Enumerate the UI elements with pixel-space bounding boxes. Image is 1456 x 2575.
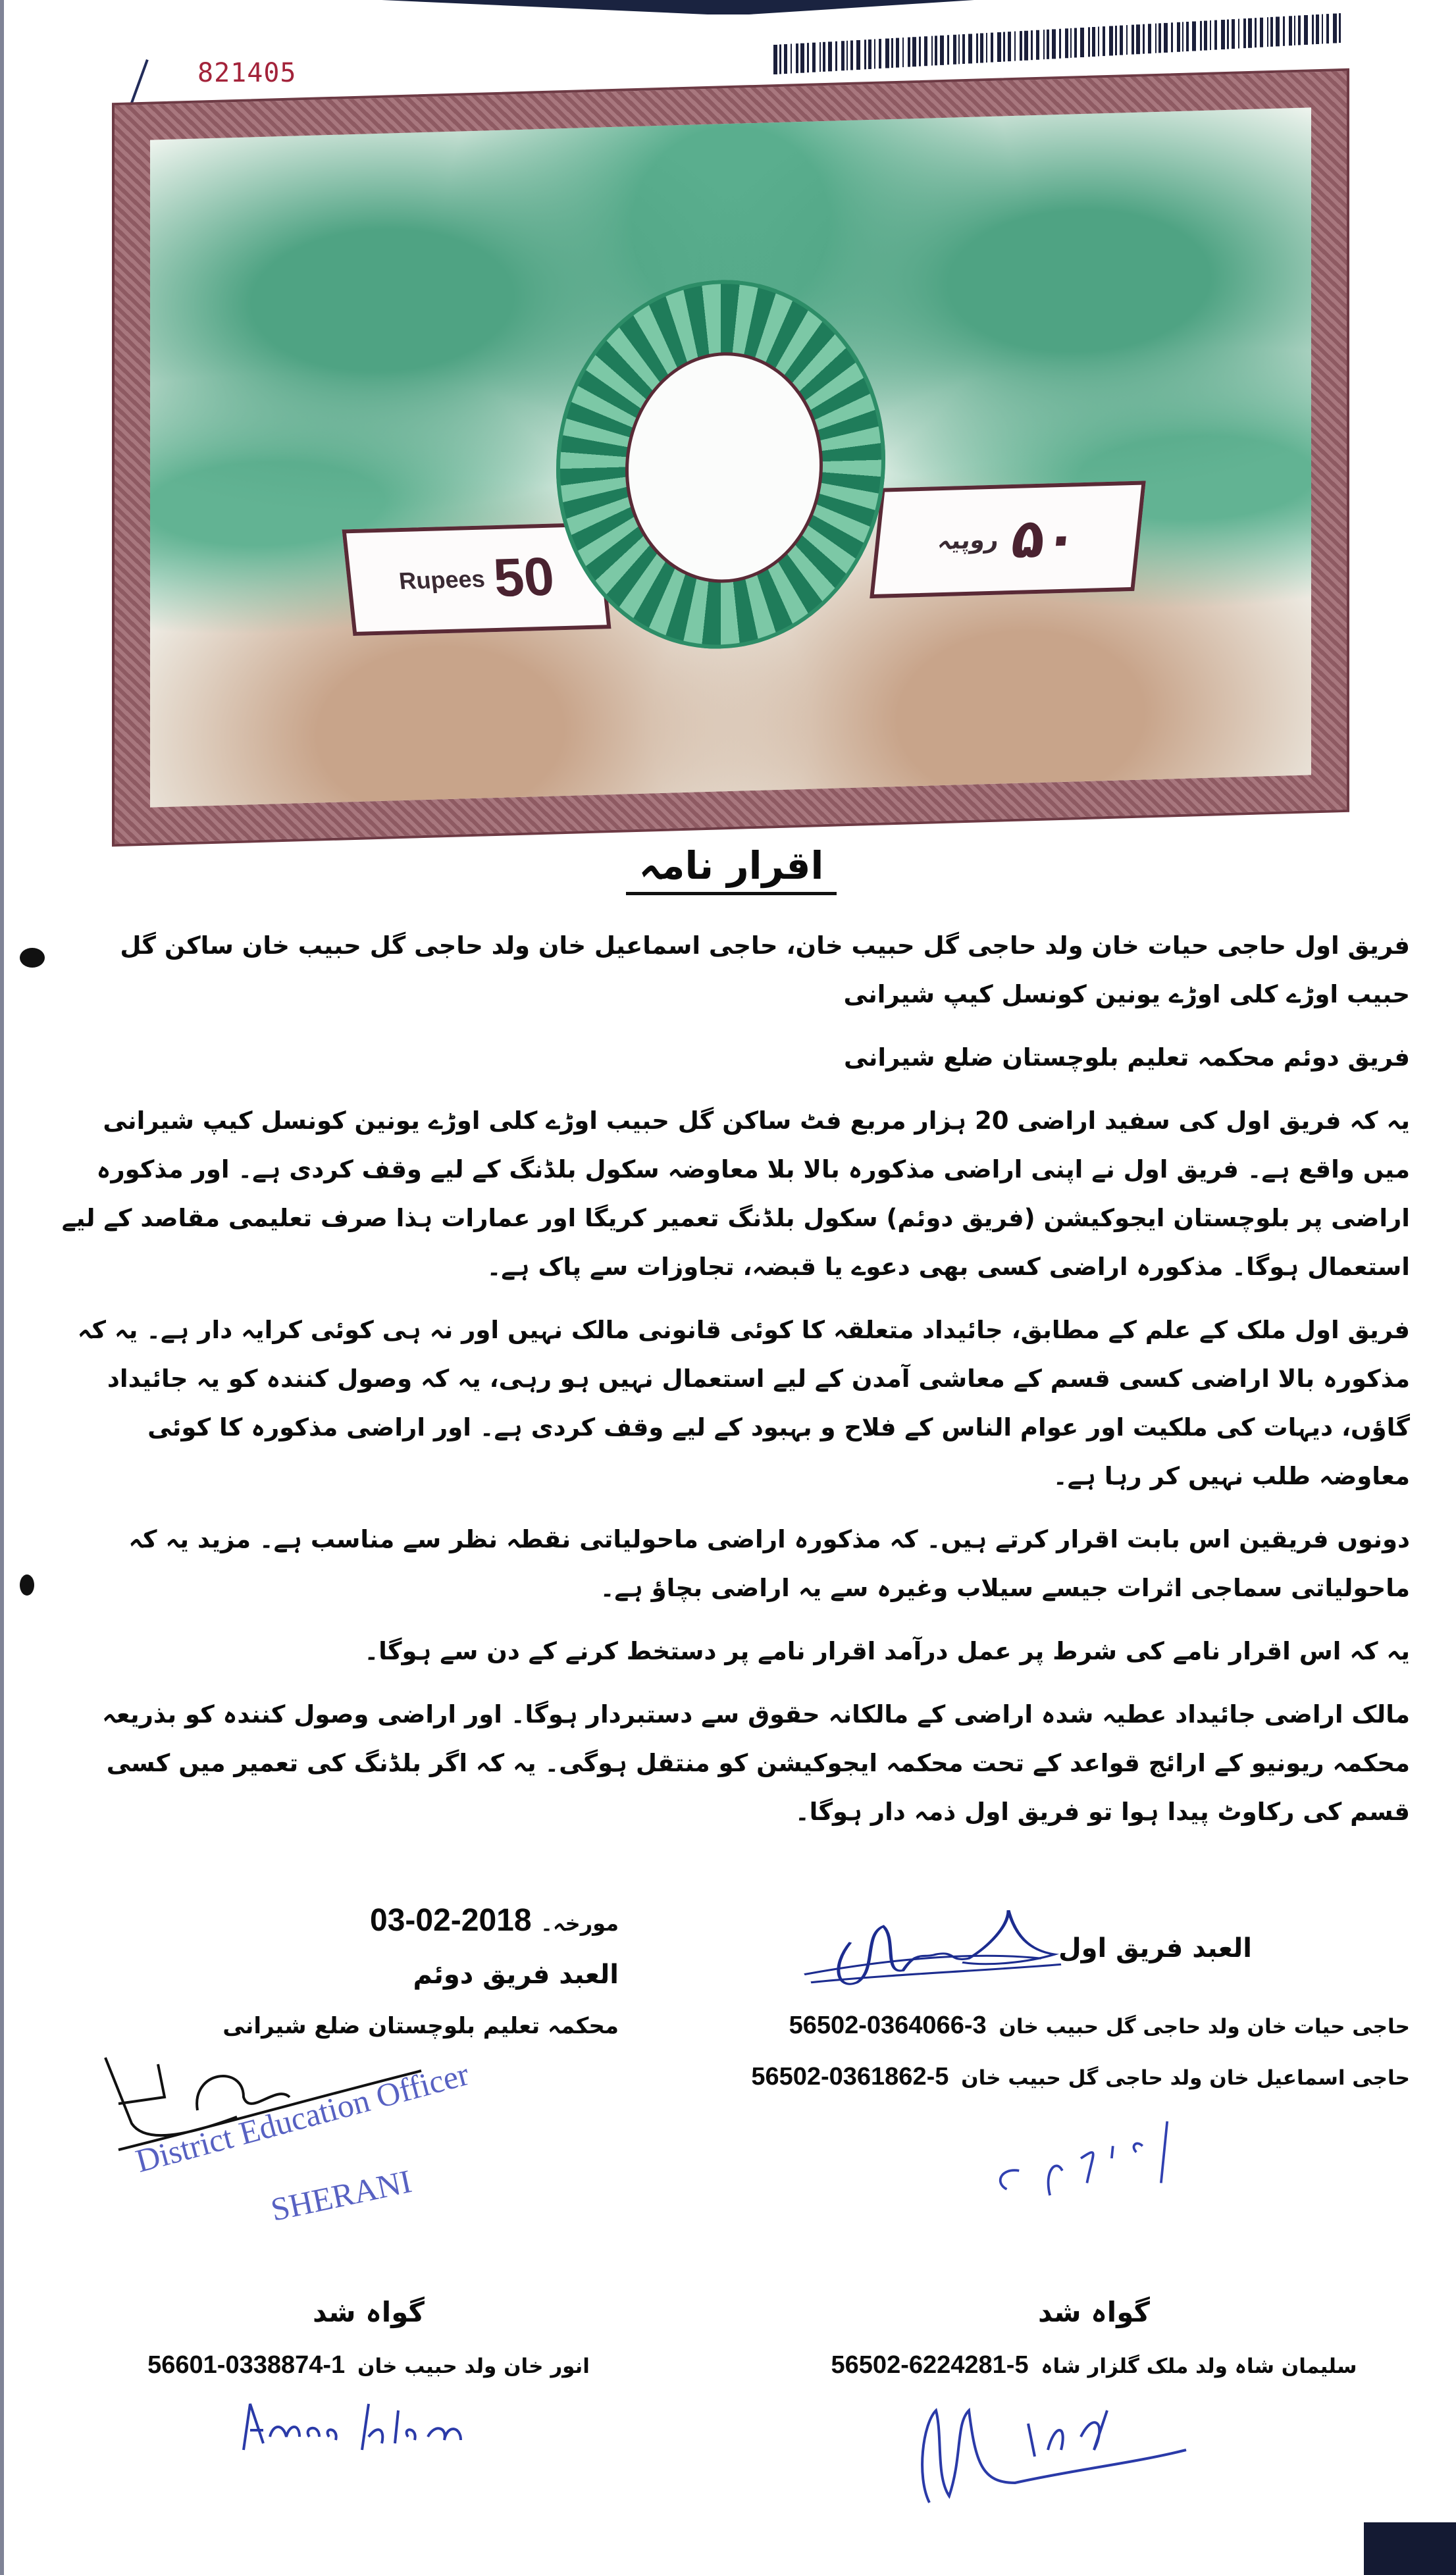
barcode-bar — [807, 43, 809, 72]
stamp-serial-number: 821405 — [197, 58, 297, 88]
barcode-bar — [896, 38, 899, 68]
barcode-bar — [1316, 14, 1319, 44]
witness-1-signature — [910, 2397, 1219, 2509]
barcode-bar — [1014, 32, 1016, 61]
barcode-bar — [1158, 23, 1161, 53]
date-value: 03-02-2018 — [370, 1903, 532, 1938]
barcode-bar — [1131, 25, 1134, 55]
barcode-bar — [1088, 27, 1090, 57]
barcode-bar — [1298, 16, 1301, 45]
clause-paragraph: یہ کہ فریق اول کی سفید اراضی 20 ہزار مربع فٹ ساکن گل حبیب اوڑے کلی اوڑے یونین کونسل کیپ شیرانی میں واقع ہے۔ فریق اول نے اپنی اراضی مذکورہ بالا بلا معاوضہ سکول بلڈنگ کے لیے وقف کردی ہے۔ اور مذکورہ اراضی پر بلوچستان ایجوکیشن (فریق دوئم) سکول بلڈنگ تعمیر کریگا اور عمارات ہذا صرف تعلیمی مقاصد کے لیے استعمال ہوگا۔ مذکورہ اراضی کسی بھی دعوے یا قبضہ، تجاوزات سے پاک ہے۔ — [61, 1106, 1410, 1281]
barcode-bar — [779, 44, 781, 74]
barcode-bar — [1136, 24, 1140, 54]
barcode-bar — [997, 32, 1001, 62]
punch-hole — [20, 1574, 34, 1596]
second-party-heading: العبد فریق دوئم — [413, 1960, 619, 1990]
barcode-bar — [856, 40, 860, 70]
barcode-bar — [1120, 26, 1123, 55]
barcode-bar — [1294, 16, 1295, 45]
barcode-bar — [1164, 23, 1168, 53]
barcode-bar — [940, 36, 944, 65]
barcode-bar — [968, 34, 972, 63]
witness-name: سلیمان شاہ ولد ملک گلزار شاہ — [1041, 2354, 1357, 2378]
barcode-bar — [819, 42, 821, 72]
rupees-number: 50 — [490, 546, 558, 608]
person-cnic: 56502-0361862-5 — [751, 2063, 949, 2091]
barcode-bar — [1322, 14, 1323, 44]
barcode-bar — [1333, 14, 1337, 43]
barcode-bar — [1186, 22, 1189, 51]
witness-2-signature-row — [53, 2397, 685, 2476]
barcode-bar — [1003, 32, 1005, 62]
witness-area — [53, 2291, 1410, 2509]
barcode-bar — [1092, 27, 1095, 57]
barcode-bar — [841, 41, 845, 70]
barcode-bar — [935, 36, 937, 65]
barcode-bar — [1177, 22, 1180, 52]
barcode-bar — [1326, 14, 1329, 43]
rupees-urdu-word: روپیہ — [936, 526, 1001, 556]
first-party-head-row — [712, 1902, 1410, 1994]
barcode-bar — [1312, 14, 1314, 44]
barcode-bar — [796, 43, 798, 73]
barcode-bar — [1276, 16, 1280, 46]
barcode-bar — [1260, 18, 1263, 47]
witness-heading: گواہ شد — [313, 2296, 425, 2328]
barcode-bar — [1238, 19, 1239, 49]
barcode-bar — [953, 35, 956, 65]
first-party-person-2 — [712, 2058, 1410, 2097]
seal-line-1: District Education Officer — [132, 2055, 473, 2180]
barcode-bar — [1047, 30, 1049, 59]
clause-paragraph: دونوں فریقین اس بابت اقرار کرتے ہیں۔ کہ مذکورہ اراضی ماحولیاتی نقطہ نظر سے مناسب ہے۔ مزید یہ کہ ماحولیاتی سماجی اثرات جیسے سیلاب وغیرہ سے یہ اراضی بچاؤ ہے۔ — [128, 1525, 1410, 1602]
witness-1-block — [778, 2291, 1410, 2509]
barcode-bar — [1255, 18, 1257, 47]
barcode-bar — [868, 39, 871, 69]
barcode-bar — [1098, 26, 1099, 56]
witness-2 — [53, 2346, 685, 2385]
first-party-signature — [791, 1902, 1068, 1994]
stamp-value-urdu — [870, 481, 1146, 598]
barcode-bar — [1248, 18, 1252, 48]
barcode-bar — [1155, 24, 1157, 53]
barcode-bar — [1115, 26, 1117, 55]
barcode-bar — [912, 37, 916, 66]
clause-paragraph: مالک اراضی جائیداد عطیہ شدہ اراضی کے مالکانہ حقوق سے دستبردار ہوگا۔ اور اراضی وصول کنندہ کو بذریعہ محکمہ ریونیو کے ارائج قواعد کے تحت محکمہ ایجوکیشن کو منتقل ہوگی۔ یہ کہ اگر بلڈنگ کی تعمیر میں کسی قسم کی رکاوٹ پیدا ہوا تو فریق اول ذمہ دار ہوگا۔ — [102, 1700, 1410, 1826]
document-body — [53, 839, 1410, 1851]
barcode-bar — [1171, 22, 1173, 52]
barcode-bar — [1052, 29, 1056, 59]
barcode-bar — [986, 33, 987, 63]
barcode-bar — [1204, 20, 1207, 50]
first-party-urdu-signature-row — [712, 2109, 1410, 2208]
document-title-wrap — [53, 839, 1410, 902]
barcode-bar — [976, 34, 978, 63]
barcode-bar — [850, 40, 853, 70]
witness-heading: گواہ شد — [1038, 2296, 1150, 2328]
scan-shadow-bottom — [1364, 2522, 1456, 2575]
barcode-bar — [1232, 19, 1235, 49]
barcode-bar — [1126, 25, 1128, 55]
first-party-urdu-signature — [949, 2109, 1212, 2208]
parties-second: فریق دوئم محکمہ تعلیم بلوچستان ضلع شیرانی — [844, 1043, 1410, 1072]
barcode-bar — [1103, 26, 1105, 56]
signature-area — [53, 1902, 1410, 2228]
barcode-bar — [823, 42, 825, 72]
barcode-bar — [1227, 20, 1229, 49]
scan-edge — [0, 0, 4, 2575]
barcode-bar — [773, 45, 777, 74]
barcode-bar — [1024, 31, 1028, 61]
witness-2-block — [53, 2291, 685, 2476]
stamp-ornament — [150, 107, 1311, 807]
person-name: حاجی حیات خان ولد حاجی گل حبیب خان — [999, 2015, 1410, 2039]
witness-name: انور خان ولد حبیب خان — [357, 2354, 590, 2378]
date-label: مورخہ۔ — [540, 1911, 619, 1936]
barcode-bar — [1200, 21, 1202, 51]
barcode-bar — [962, 34, 965, 64]
barcode-bar — [879, 39, 881, 68]
barcode-bar — [1070, 28, 1072, 58]
witness-2-signature — [237, 2397, 500, 2470]
barcode-bar — [902, 38, 904, 67]
person-name: حاجی اسماعیل خان ولد حاجی گل حبیب خان — [961, 2066, 1410, 2090]
barcode-bar — [1243, 18, 1246, 48]
barcode-bar — [800, 43, 804, 73]
rupees-urdu-number: ۵۰ — [1008, 506, 1081, 571]
first-party-heading: العبد فریق اول — [1058, 1933, 1252, 1964]
witness-cnic: 56502-6224281-5 — [831, 2351, 1029, 2379]
rupees-word: Rupees — [398, 565, 486, 595]
barcode-bar — [784, 44, 787, 74]
witness-1-signature-row — [778, 2397, 1410, 2509]
barcode-bar — [812, 43, 816, 72]
clause-paragraph: یہ کہ اس اقرار نامے کی شرط پر عمل درآمد اقرار نامے پر دستخط کرنے کے دن سے ہوگا۔ — [364, 1637, 1410, 1665]
first-party-person-1 — [712, 2006, 1410, 2046]
barcode-bar — [1065, 28, 1068, 58]
barcode-bar — [1080, 28, 1084, 57]
barcode-bar — [791, 44, 792, 74]
barcode-bar — [1043, 30, 1045, 59]
barcode-bar — [1143, 24, 1145, 54]
barcode-bar — [1020, 31, 1022, 61]
person-cnic: 56502-0364066-3 — [789, 2012, 987, 2039]
first-party-block — [712, 1902, 1410, 2208]
barcode-bar — [846, 41, 848, 70]
barcode-bar — [1074, 28, 1077, 57]
witness-1 — [778, 2346, 1410, 2385]
barcode-bar — [1148, 24, 1151, 53]
barcode-bar — [828, 41, 832, 71]
barcode — [773, 7, 1346, 79]
barcode-bar — [1031, 30, 1033, 60]
second-party-seal — [53, 2044, 619, 2228]
barcode-bar — [924, 36, 927, 66]
parties-first: فریق اول حاجی حیات خان ولد حاجی گل حبیب خان، حاجی اسماعیل خان ولد حاجی گل حبیب خان ساکن گل حبیب اوڑے کلی اوڑے یونین کونسل کیپ شیرانی — [120, 931, 1410, 1008]
barcode-bar — [931, 36, 933, 66]
punch-hole — [20, 948, 45, 968]
barcode-bar — [1008, 32, 1011, 61]
barcode-bar — [891, 38, 893, 68]
stamp-paper-header — [112, 68, 1349, 847]
barcode-bar — [947, 35, 949, 65]
barcode-bar — [1059, 29, 1061, 59]
clause-paragraph: فریق اول ملک کے علم کے مطابق، جائیداد متعلقہ کا کوئی قانونی مالک نہیں اور نہ ہی کوئی کرایہ دار ہے۔ یہ کہ مذکورہ بالا اراضی کسی قسم کے معاشی آمدن کے لیے استعمال نہیں ہو رہی، یہ کہ وصول کنندہ کو یہ جائیداد گاؤں، دیہات کی ملکیت اور عوام الناس کے فلاح و بہبود کے لیے وقف کردی ہے۔ اور اراضی مذکورہ کا کوئی معاوضہ طلب نہیں کر رہا ہے۔ — [77, 1316, 1410, 1490]
barcode-bar — [1221, 20, 1225, 49]
barcode-bar — [1270, 17, 1273, 47]
barcode-bar — [1304, 15, 1308, 45]
barcode-bar — [1192, 22, 1196, 51]
seal-line-2: SHERANI — [267, 2162, 415, 2228]
barcode-bar — [1214, 20, 1217, 50]
barcode-bar — [835, 41, 837, 71]
barcode-bar — [874, 39, 875, 68]
document-title: اقرار نامہ — [626, 843, 837, 895]
barcode-bar — [1210, 20, 1211, 50]
date-line — [53, 1902, 619, 1948]
second-party-block — [53, 1902, 619, 2228]
barcode-bar — [991, 33, 993, 63]
witness-cnic: 56601-0338874-1 — [147, 2351, 346, 2379]
barcode-bar — [885, 39, 889, 68]
second-party-department: محکمہ تعلیم بلوچستان ضلع شیرانی — [222, 2013, 619, 2039]
barcode-bar — [908, 38, 910, 67]
barcode-bar — [1109, 26, 1113, 56]
barcode-bar — [1182, 22, 1183, 51]
barcode-bar — [958, 34, 960, 64]
barcode-bar — [1036, 30, 1039, 60]
barcode-bar — [919, 37, 921, 66]
barcode-bar — [980, 33, 983, 63]
barcode-bar — [1339, 13, 1341, 43]
barcode-bar — [1283, 16, 1285, 46]
barcode-bar — [864, 39, 866, 69]
barcode-bar — [1289, 16, 1292, 45]
barcode-bar — [1267, 17, 1268, 47]
